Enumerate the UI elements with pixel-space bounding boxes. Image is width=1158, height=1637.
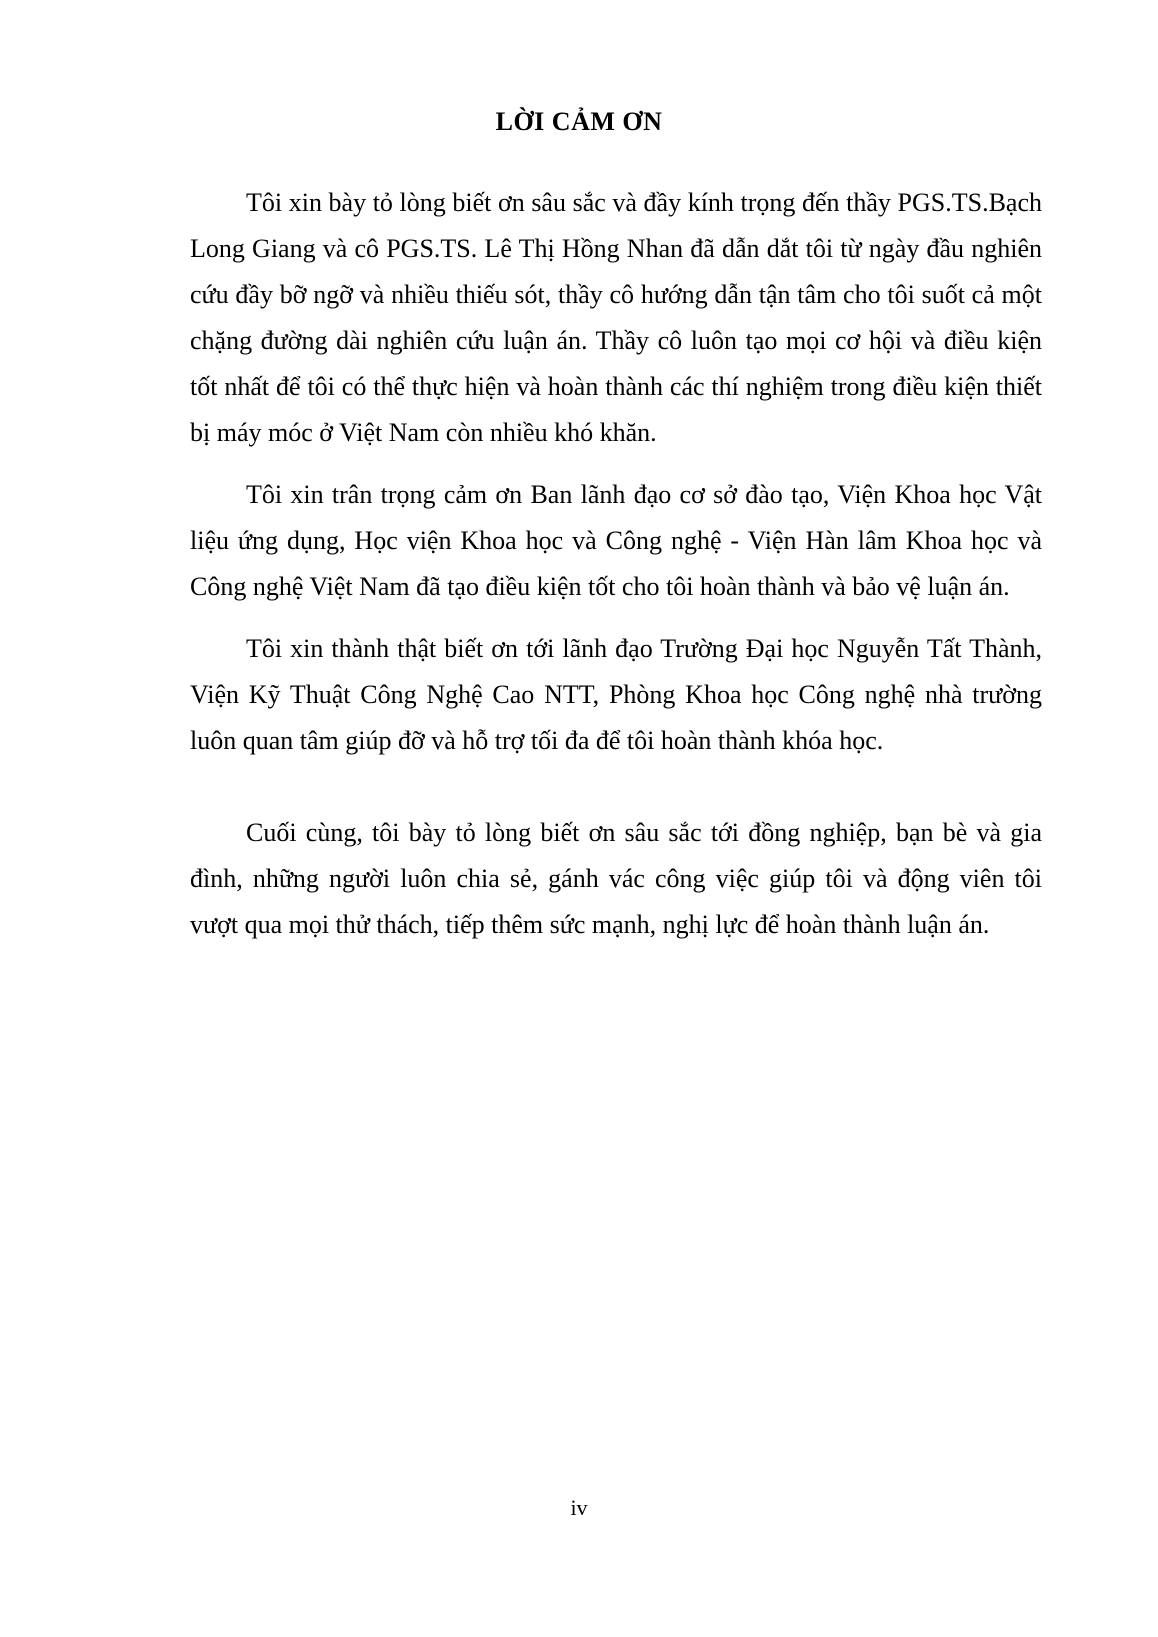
paragraph-family: Cuối cùng, tôi bày tỏ lòng biết ơn sâu sắc tới đồng nghiệp, bạn bè và gia đình, những người luôn chia sẻ, gánh vác công việc giúp tôi và động viên tôi vượt qua mọi thử thách, tiếp thêm sức mạnh, nghị lực để hoàn thành luận án.: [190, 818, 1042, 939]
paragraph-advisors: Tôi xin bày tỏ lòng biết ơn sâu sắc và đầy kính trọng đến thầy PGS.TS.Bạch Long Giang và cô PGS.TS. Lê Thị Hồng Nhan đã dẫn dắt tôi từ ngày đầu nghiên cứu đầy bỡ ngỡ và nhiều thiếu sót, thầy cô hướng dẫn tận tâm cho tôi suốt cả một chặng đường dài nghiên cứu luận án. Thầy cô luôn tạo mọi cơ hội và điều kiện tốt nhất để tôi có thể thực hiện và hoàn thành các thí nghiệm trong điều kiện thiết bị máy móc ở Việt Nam còn nhiều khó khăn.: [190, 188, 1042, 447]
page-title: LỜI CẢM ƠN: [495, 107, 663, 136]
paragraph-university: Tôi xin thành thật biết ơn tới lãnh đạo Trường Đại học Nguyễn Tất Thành, Viện Kỹ Thuật Công Nghệ Cao NTT, Phòng Khoa học Công nghệ nhà trường luôn quan tâm giúp đỡ và hỗ trợ tối đa để tôi hoàn thành khóa học.: [190, 634, 1042, 755]
page-number: iv: [570, 1495, 588, 1520]
paragraph-institutions: Tôi xin trân trọng cảm ơn Ban lãnh đạo cơ sở đào tạo, Viện Khoa học Vật liệu ứng dụng, Học viện Khoa học và Công nghệ - Viện Hàn lâm Khoa học và Công nghệ Việt Nam đã tạo điều kiện tốt cho tôi hoàn thành và bảo vệ luận án.: [190, 480, 1042, 601]
acknowledgement-body: [190, 180, 1042, 948]
